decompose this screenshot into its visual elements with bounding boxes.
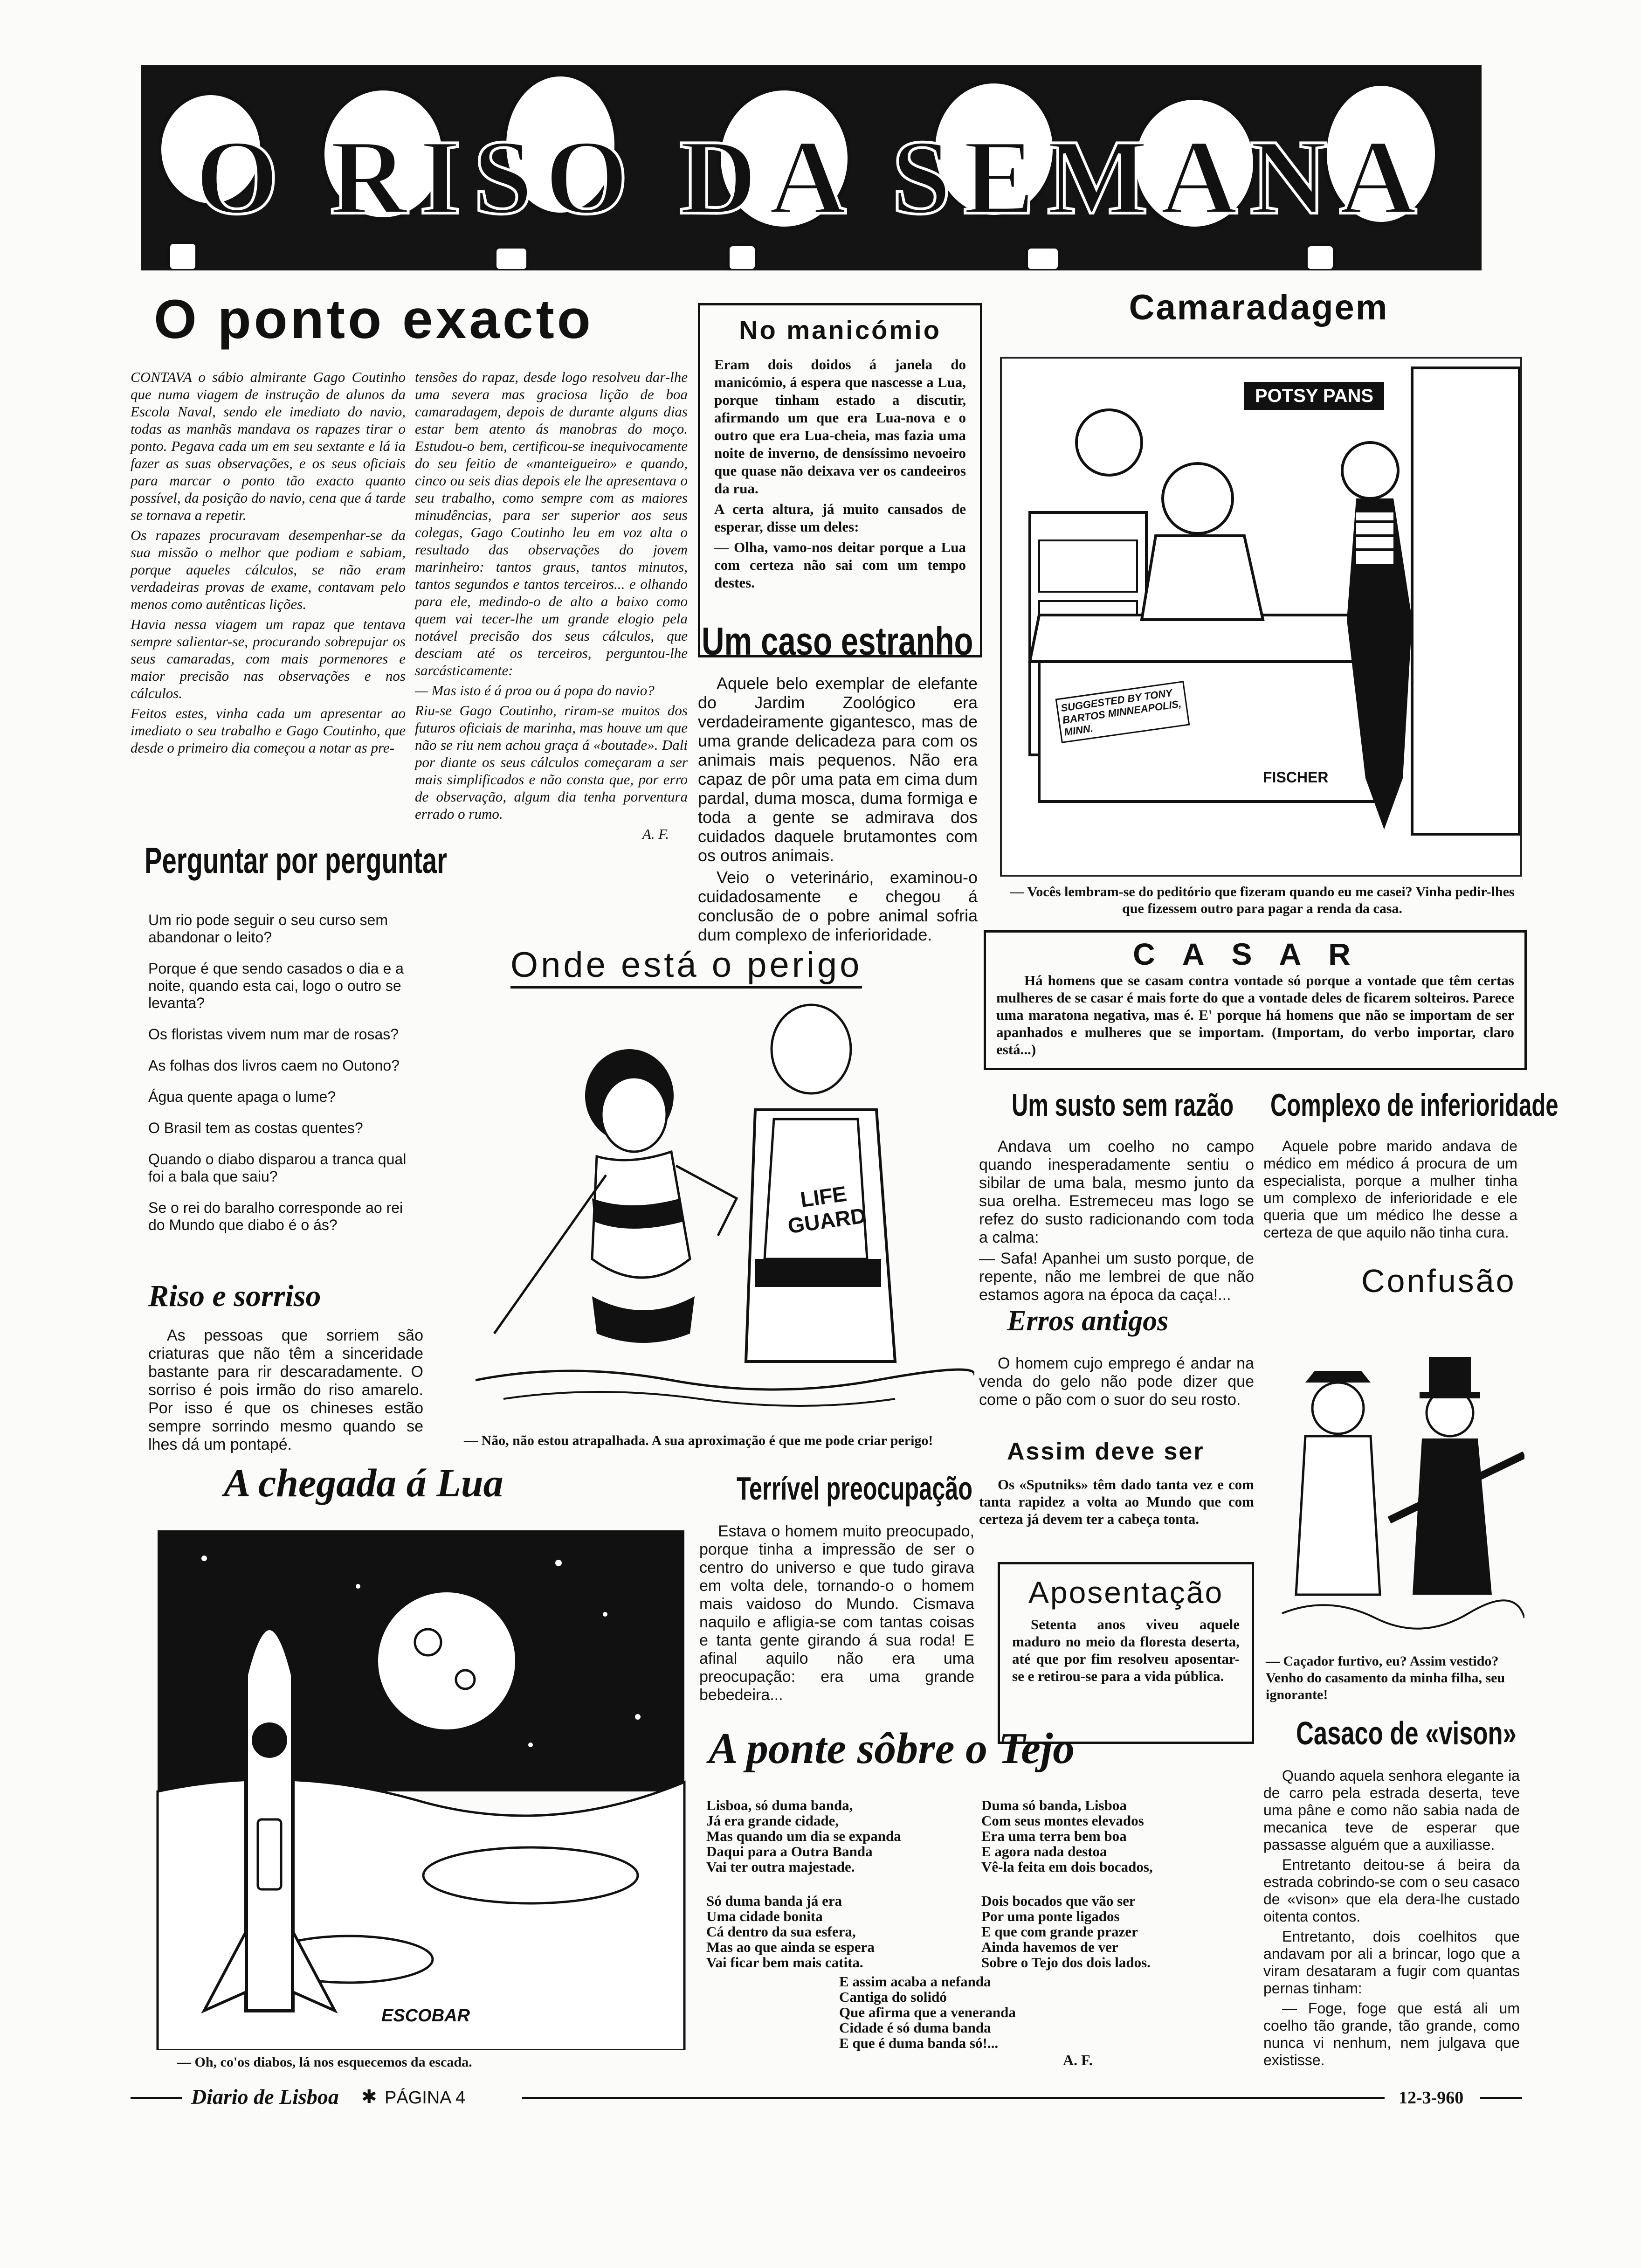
ponto-exacto-p5: tensões do rapaz, desde logo resolveu dar-lhe uma severa mas graciosa lição de boa camaradagem, depois de durante alguns dias estar bem atento ás manobras do moço. Estudou-o bem, certificou-se inequivocamente do seu feitio de «manteigueiro» e quando, cinco ou seis dias depois ele lhe apresentava o seu trabalho, como sempre com as maiores minudências, para ser superior aos seus colegas, Gago Coutinho leu em voz alta o resultado das observações do jovem marinheiro: tantos graus, tantos minutos, tantos segundos e tantos terceiros... e olhando para ele, medindo-o de alto a baixo como quem vai tecer-lhe um grande elogio pela notável precisão dos seus cálculos, que desciam até os terceiros, perguntou-lhe sarcásticamente: (415, 369, 688, 678)
hunter-and-guard-illustration (1273, 1315, 1524, 1651)
confusao-title: Confusão (1361, 1263, 1516, 1299)
ponto-exacto-p1: CONTAVA o sábio almirante Gago Coutinho que numa viagem de instrução de alunos da Escola Naval, sendo ele imediato do navio, todas as manhãs mandava os rapazes tirar o ponto. Pegava cada um em seu sextante e lá ia fazer as suas observações, e os seus oficiais para marcar o ponto tão exacto quanto possível, da posição do navio, cena que á tarde se tornava a repetir. (131, 369, 406, 523)
footer-rule-right (522, 2097, 1385, 2099)
ponte-poem-left (706, 1798, 986, 1989)
riso-sorriso-body: As pessoas que sorriem são criaturas que não têm a sinceridade bastante para rir descaradamente. O sorriso é pois irmão do riso amarelo. Por isso é que os chineses estão sempre sorrindo mesmo quando se lhes dá um pontapé. (148, 1327, 423, 1453)
casaco-p1: Quando aquela senhora elegante ia de carro pela estrada deserta, teve uma pâne e como não sabia nada de mecanica teve de esperar que passasse alguém que a auxiliasse. (1263, 1767, 1520, 1853)
ponto-exacto-p4: Feitos estes, vinha cada um apresentar ao imediato o seu trabalho e Gago Coutinho, que desde o primeiro dia começou a notar as pre- (131, 705, 406, 756)
beach-lifeguard-illustration (476, 998, 974, 1427)
casaco-body (1263, 1767, 1520, 2072)
manicomio-p1: Eram dois doidos á janela do manicómio, á espera que nascesse a Lua, porque tinham estado a discutir, afirmando um que era Lua-nova e o outro que era Lua-cheia, mas fazia uma noite de inverno, de densíssimo nevoeiro que quase não deixava ver os candeeiros da rua. (714, 356, 966, 497)
fischer-signature: FISCHER (1263, 769, 1329, 786)
masthead-title: O RISO DA SEMANA (195, 118, 1429, 236)
question-item: Quando o diabo disparou a tranca qual foi a bala que saiu? (148, 1151, 407, 1185)
ponte-poem-right (981, 1798, 1261, 1989)
ponte-stanza: Dois bocados que vão ser Por uma ponte ligados E que com grande prazer Ainda havemos de ver Sobre o Tejo dos dois lados. (981, 1893, 1151, 1971)
ponte-signature: A. F. (1063, 2052, 1093, 2068)
terrivel-title: Terrível preocupação (737, 1470, 973, 1507)
caso-estranho-p1: Aquele belo exemplar de elefante do Jardim Zoológico era verdadeiramente gigantesco, mas de uma grande delicadeza para com os animais mais pequenos. Não era capaz de pôr uma pata em cima dum pardal, duma mosca, duma formiga e toda a gente se admirava dos cuidados daquele brutamontes com os outros animais. (698, 674, 978, 865)
ponto-exacto-p6: — Mas isto é á proa ou á popa do navio? (415, 682, 655, 698)
ponto-exacto-p3: Havia nessa viagem um rapaz que tentava sempre salientar-se, procurando sobrepujar os seus camaradas, com mais pormenores e maior precisão nas observações e nos cálculos. (131, 616, 406, 701)
casaco-p4: — Foge, foge que está ali um coelho tão grande, tão grande, como nunca vi nenhum, nem julgava que existisse. (1263, 2000, 1520, 2068)
perigo-caption: — Não, não estou atrapalhada. A sua aproximação é que me pode criar perigo! (464, 1433, 933, 1448)
potsy-pans-sign: POTSY PANS (1244, 382, 1384, 410)
caso-estranho-title: Um caso estranho (702, 619, 973, 663)
camaradagem-caption: — Vocês lembram-se do peditório que fizeram quando eu me casei? Vinha pedir-lhes que fizessem outro para pagar a renda da casa. (1010, 884, 1515, 916)
aposentacao-title: Aposentação (1028, 1575, 1224, 1610)
susto-quote: — Safa! Apanhei um susto porque, de repente, não me lembrei de que não estamos agora na época da caça!... (979, 1250, 1254, 1304)
perigo-title: Onde está o perigo (510, 944, 862, 989)
complexo-title: Complexo de inferioridade (1270, 1087, 1558, 1123)
manicomio-body (714, 356, 966, 592)
assim-title: Assim deve ser (1007, 1438, 1205, 1465)
ponte-stanza: Só duma banda já era Uma cidade bonita Cá dentro da sua esfera, Mas ao que ainda se espera Vai ficar bem mais catita. (706, 1893, 875, 1971)
ponto-exacto-p7: Riu-se Gago Coutinho, riram-se muitos dos futuros oficiais de marinha, mas houve um que não se riu nem achou graça á «boutade». Dali por diante os seus cálculos começaram a ser mais simplificados e não consta que, por erro de observação, algum dia tenha porventura errado o rumo. (415, 702, 688, 822)
footer-paper-name: Diario de Lisboa (191, 2085, 339, 2109)
footer-page: PÁGINA 4 (385, 2088, 466, 2108)
question-item: Se o rei do baralho corresponde ao rei do Mundo que diabo é o ás? (148, 1199, 403, 1233)
susto-body (979, 1138, 1254, 1307)
manicomio-title: No manicómio (739, 315, 941, 345)
manicomio-p2: A certa altura, já muito cansados de esperar, disse um deles: (714, 501, 966, 535)
question-item: Um rio pode seguir o seu curso sem abandonar o leito? (148, 912, 388, 946)
casaco-title: Casaco de «vison» (1296, 1715, 1517, 1751)
casar-box (984, 930, 1527, 1070)
confusao-caption: — Caçador furtivo, eu? Assim vestido? Venho do casamento da minha filha, seu ignorante! (1266, 1653, 1505, 1702)
ponto-exacto-signature: A. F. (642, 826, 669, 842)
ponto-exacto-col2 (415, 368, 688, 845)
susto-p1: Andava um coelho no campo quando inesperadamente sentiu o sibilar de uma bala, mesmo junto da sua orelha. Estremeceu mas logo se refez do susto radicionando com toda a calma: (979, 1138, 1254, 1246)
ponte-stanza: Lisboa, só duma banda, Já era grande cidade, Mas quando um dia se expanda Daqui para a Outra Banda Vai ter outra majestade. (706, 1797, 901, 1875)
ponte-title: A ponte sôbre o Tejo (709, 1724, 1075, 1773)
footer-rule-end (1480, 2097, 1522, 2099)
masthead-banner (141, 65, 1482, 270)
footer-date: 12-3-960 (1399, 2088, 1464, 2108)
caso-estranho-p2: Veio o veterinário, examinou-o cuidadosamente e chegou á conclusão de o pobre animal sofria dum complexo de inferioridade. (698, 868, 978, 944)
rocket-on-moon-illustration (148, 1521, 694, 2050)
office-scene-illustration (1002, 359, 1520, 875)
life-guard-shirt: LIFE GUARD (786, 1181, 868, 1238)
ponto-exacto-p2: Os rapazes procuravam desempenhar-se da sua missão o melhor que podiam e sabiam, porque aqueles cálculos, se não eram verdadeiras provas de exame, contavam pelo menos como autênticas lições. (131, 527, 406, 612)
escobar-signature: ESCOBAR (381, 2006, 470, 2026)
perguntar-title: Perguntar por perguntar (145, 840, 448, 881)
question-item: O Brasil tem as costas quentes? (148, 1120, 363, 1136)
aposentacao-box (998, 1562, 1254, 1744)
casaco-p3: Entretanto, dois coelhitos que andavam por ali a brincar, logo que a viram desataram a fugir com quantas pernas tinham: (1263, 1928, 1520, 1997)
chegada-cartoon (148, 1521, 694, 2050)
erros-title: Erros antigos (1007, 1305, 1169, 1337)
caso-estranho-body (698, 674, 978, 947)
footer-rule-left (131, 2097, 182, 2099)
confusao-cartoon (1273, 1315, 1524, 1651)
susto-title: Um susto sem razão (1012, 1087, 1234, 1123)
desk-note: SUGGESTED BY TONY BARTOS MINNEAPOLIS, MINN. (1055, 681, 1190, 743)
footer-star-icon: ✱ (361, 2086, 377, 2107)
casar-title: CASAR (1133, 937, 1378, 971)
riso-sorriso-title: Riso e sorriso (148, 1279, 321, 1313)
aposentacao-body: Setenta anos viveu aquele maduro no meio da floresta deserta, até que por fim resolveu aposentar-se e retirou-se para a vida pública. (1012, 1616, 1240, 1684)
assim-body: Os «Sputniks» têm dado tanta vez e com tanta rapidez a volta ao Mundo que com certeza já devem ter a cabeça tonta. (979, 1476, 1254, 1527)
ponte-stanza: Duma só banda, Lisboa Com seus montes elevados Era uma terra bem boa E agora nada destoa Vê-la feita em dois bocados, (981, 1797, 1153, 1875)
erros-body: O homem cujo emprego é andar na venda do gelo não pode dizer que come o pão com o suor do seu rosto. (979, 1355, 1254, 1409)
casaco-p2: Entretanto deitou-se á beira da estrada cobrindo-se com o seu casaco de «vison» que ela dera-lhe custado oitenta contos. (1263, 1856, 1520, 1925)
ponte-stanza: E assim acaba a nefanda Cantiga do solidó Que afirma que a veneranda Cidade é só duma banda E que é duma banda só!... (839, 1973, 1016, 2051)
question-item: Porque é que sendo casados o dia e a noite, quando esta cai, logo o outro se levanta? (148, 960, 404, 1011)
question-item: As folhas dos livros caem no Outono? (148, 1057, 400, 1074)
chegada-caption: — Oh, co'os diabos, lá nos esquecemos da escada. (177, 2054, 472, 2070)
ponto-exacto-title: O ponto exacto (154, 289, 593, 350)
camaradagem-title: Camaradagem (1129, 288, 1389, 327)
casar-body: Há homens que se casam contra vontade só porque a vontade que têm certas mulheres de se casar é mais forte do que a vontade deles de ficarem solteiros. Parece uma maratona negativa, mas é. E' porque há homens que não se importam de ser apanhados e mulheres que se importam. (Importam, do verbo importar, claro está...) (996, 972, 1514, 1058)
manicomio-box (698, 303, 982, 657)
manicomio-p3: — Olha, vamo-nos deitar porque a Lua com certeza não sai com um tempo destes. (714, 539, 966, 591)
question-item: Os floristas vivem num mar de rosas? (148, 1026, 399, 1043)
complexo-body: Aquele pobre marido andava de médico em médico á procura de um especialista, porque a mulher tinha um complexo de inferioridade e ele queria que um médico lhe desse a certeza de que aquilo não tinha cura. (1263, 1138, 1517, 1241)
perguntar-list (148, 912, 423, 1248)
perigo-cartoon (476, 998, 974, 1427)
camaradagem-cartoon (1000, 357, 1522, 877)
ponto-exacto-col1 (131, 368, 406, 759)
question-item: Água quente apaga o lume? (148, 1088, 336, 1105)
terrivel-body: Estava o homem muito preocupado, porque tinha a impressão de ser o centro do universo e que tudo girava em volta dele, tornando-o o homem mais vaidoso do Mundo. Cismava naquilo e afligia-se com tantas coisas e tanta gente girando á sua roda! E afinal aquilo não era uma preocupação: era uma grande bebedeira... (699, 1522, 974, 1704)
chegada-title: A chegada á Lua (224, 1460, 503, 1505)
